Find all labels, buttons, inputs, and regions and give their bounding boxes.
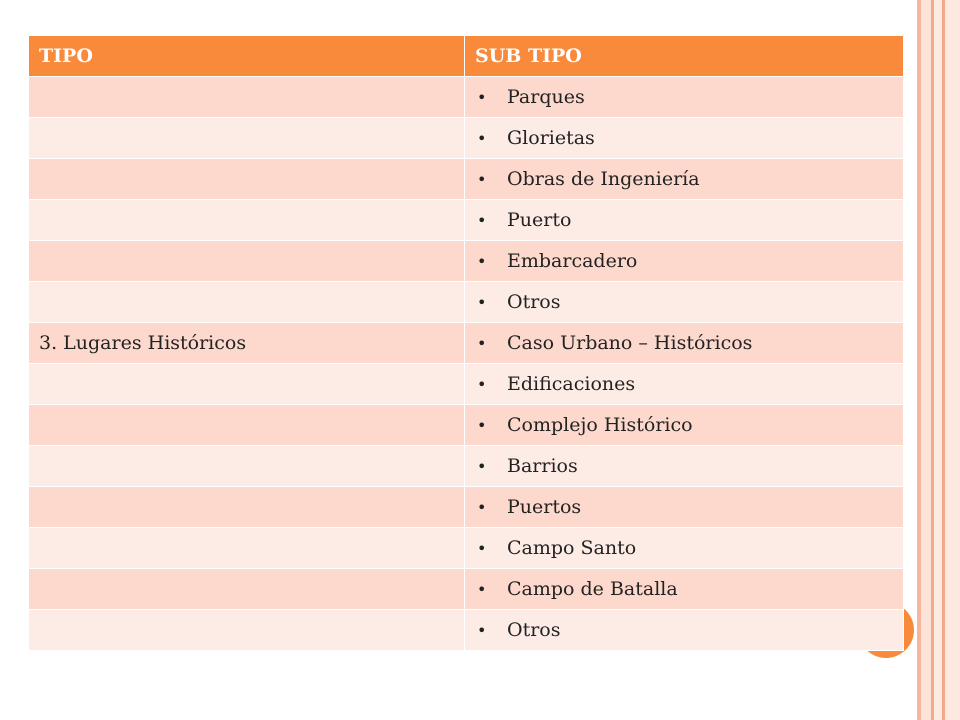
table-row (29, 241, 904, 282)
cell-tipo (29, 323, 465, 364)
header-tipo (29, 36, 465, 77)
bullet-icon: • (477, 498, 487, 517)
header-tipo-label: TIPO (39, 45, 93, 67)
cell-subtipo (465, 200, 904, 241)
cell-tipo (29, 77, 465, 118)
cell-tipo (29, 118, 465, 159)
cell-subtipo (465, 487, 904, 528)
table-row (29, 405, 904, 446)
cell-subtipo (465, 77, 904, 118)
header-subtipo-label: SUB TIPO (475, 45, 582, 67)
subtipo-text: Puertos (507, 496, 582, 518)
bullet-icon: • (477, 293, 487, 312)
table-row (29, 364, 904, 405)
decorative-stripe (945, 0, 960, 720)
tipo-text: 3. Lugares Históricos (39, 332, 247, 354)
cell-subtipo (465, 528, 904, 569)
subtipo-text: Edificaciones (507, 373, 636, 395)
cell-tipo (29, 528, 465, 569)
tipo-subtipo-table (28, 35, 904, 651)
cell-tipo (29, 405, 465, 446)
table-row (29, 159, 904, 200)
table-row (29, 569, 904, 610)
table-row (29, 282, 904, 323)
table-row (29, 610, 904, 651)
subtipo-text: Otros (507, 619, 561, 641)
bullet-icon: • (477, 539, 487, 558)
cell-tipo (29, 610, 465, 651)
subtipo-text: Complejo Histórico (507, 414, 693, 436)
cell-tipo (29, 159, 465, 200)
cell-subtipo (465, 446, 904, 487)
bullet-icon: • (477, 580, 487, 599)
table-row (29, 118, 904, 159)
header-subtipo (465, 36, 904, 77)
cell-tipo (29, 569, 465, 610)
cell-subtipo (465, 118, 904, 159)
bullet-icon: • (477, 129, 487, 148)
subtipo-text: Glorietas (507, 127, 595, 149)
bullet-icon: • (477, 375, 487, 394)
table-body (29, 77, 904, 651)
subtipo-text: Obras de Ingeniería (507, 168, 700, 190)
decorative-stripe (934, 0, 942, 720)
cell-subtipo (465, 241, 904, 282)
cell-tipo (29, 282, 465, 323)
cell-tipo (29, 487, 465, 528)
bullet-icon: • (477, 457, 487, 476)
subtipo-text: Campo Santo (507, 537, 637, 559)
decorative-stripe (921, 0, 931, 720)
cell-subtipo (465, 159, 904, 200)
subtipo-text: Caso Urbano – Históricos (507, 332, 753, 354)
cell-tipo (29, 241, 465, 282)
cell-tipo (29, 446, 465, 487)
subtipo-text: Parques (507, 86, 585, 108)
cell-tipo (29, 364, 465, 405)
cell-subtipo (465, 282, 904, 323)
cell-subtipo (465, 405, 904, 446)
cell-tipo (29, 200, 465, 241)
bullet-icon: • (477, 252, 487, 271)
table-row (29, 77, 904, 118)
bullet-icon: • (477, 88, 487, 107)
subtipo-text: Barrios (507, 455, 578, 477)
cell-subtipo (465, 569, 904, 610)
subtipo-text: Puerto (507, 209, 572, 231)
table-row (29, 200, 904, 241)
table-row (29, 528, 904, 569)
table-row (29, 487, 904, 528)
table-row (29, 323, 904, 364)
bullet-icon: • (477, 334, 487, 353)
bullet-icon: • (477, 211, 487, 230)
bullet-icon: • (477, 621, 487, 640)
table-row (29, 446, 904, 487)
subtipo-text: Otros (507, 291, 561, 313)
cell-subtipo (465, 364, 904, 405)
cell-subtipo (465, 323, 904, 364)
cell-subtipo (465, 610, 904, 651)
bullet-icon: • (477, 416, 487, 435)
table-header-row (29, 36, 904, 77)
bullet-icon: • (477, 170, 487, 189)
subtipo-text: Campo de Batalla (507, 578, 678, 600)
subtipo-text: Embarcadero (507, 250, 638, 272)
